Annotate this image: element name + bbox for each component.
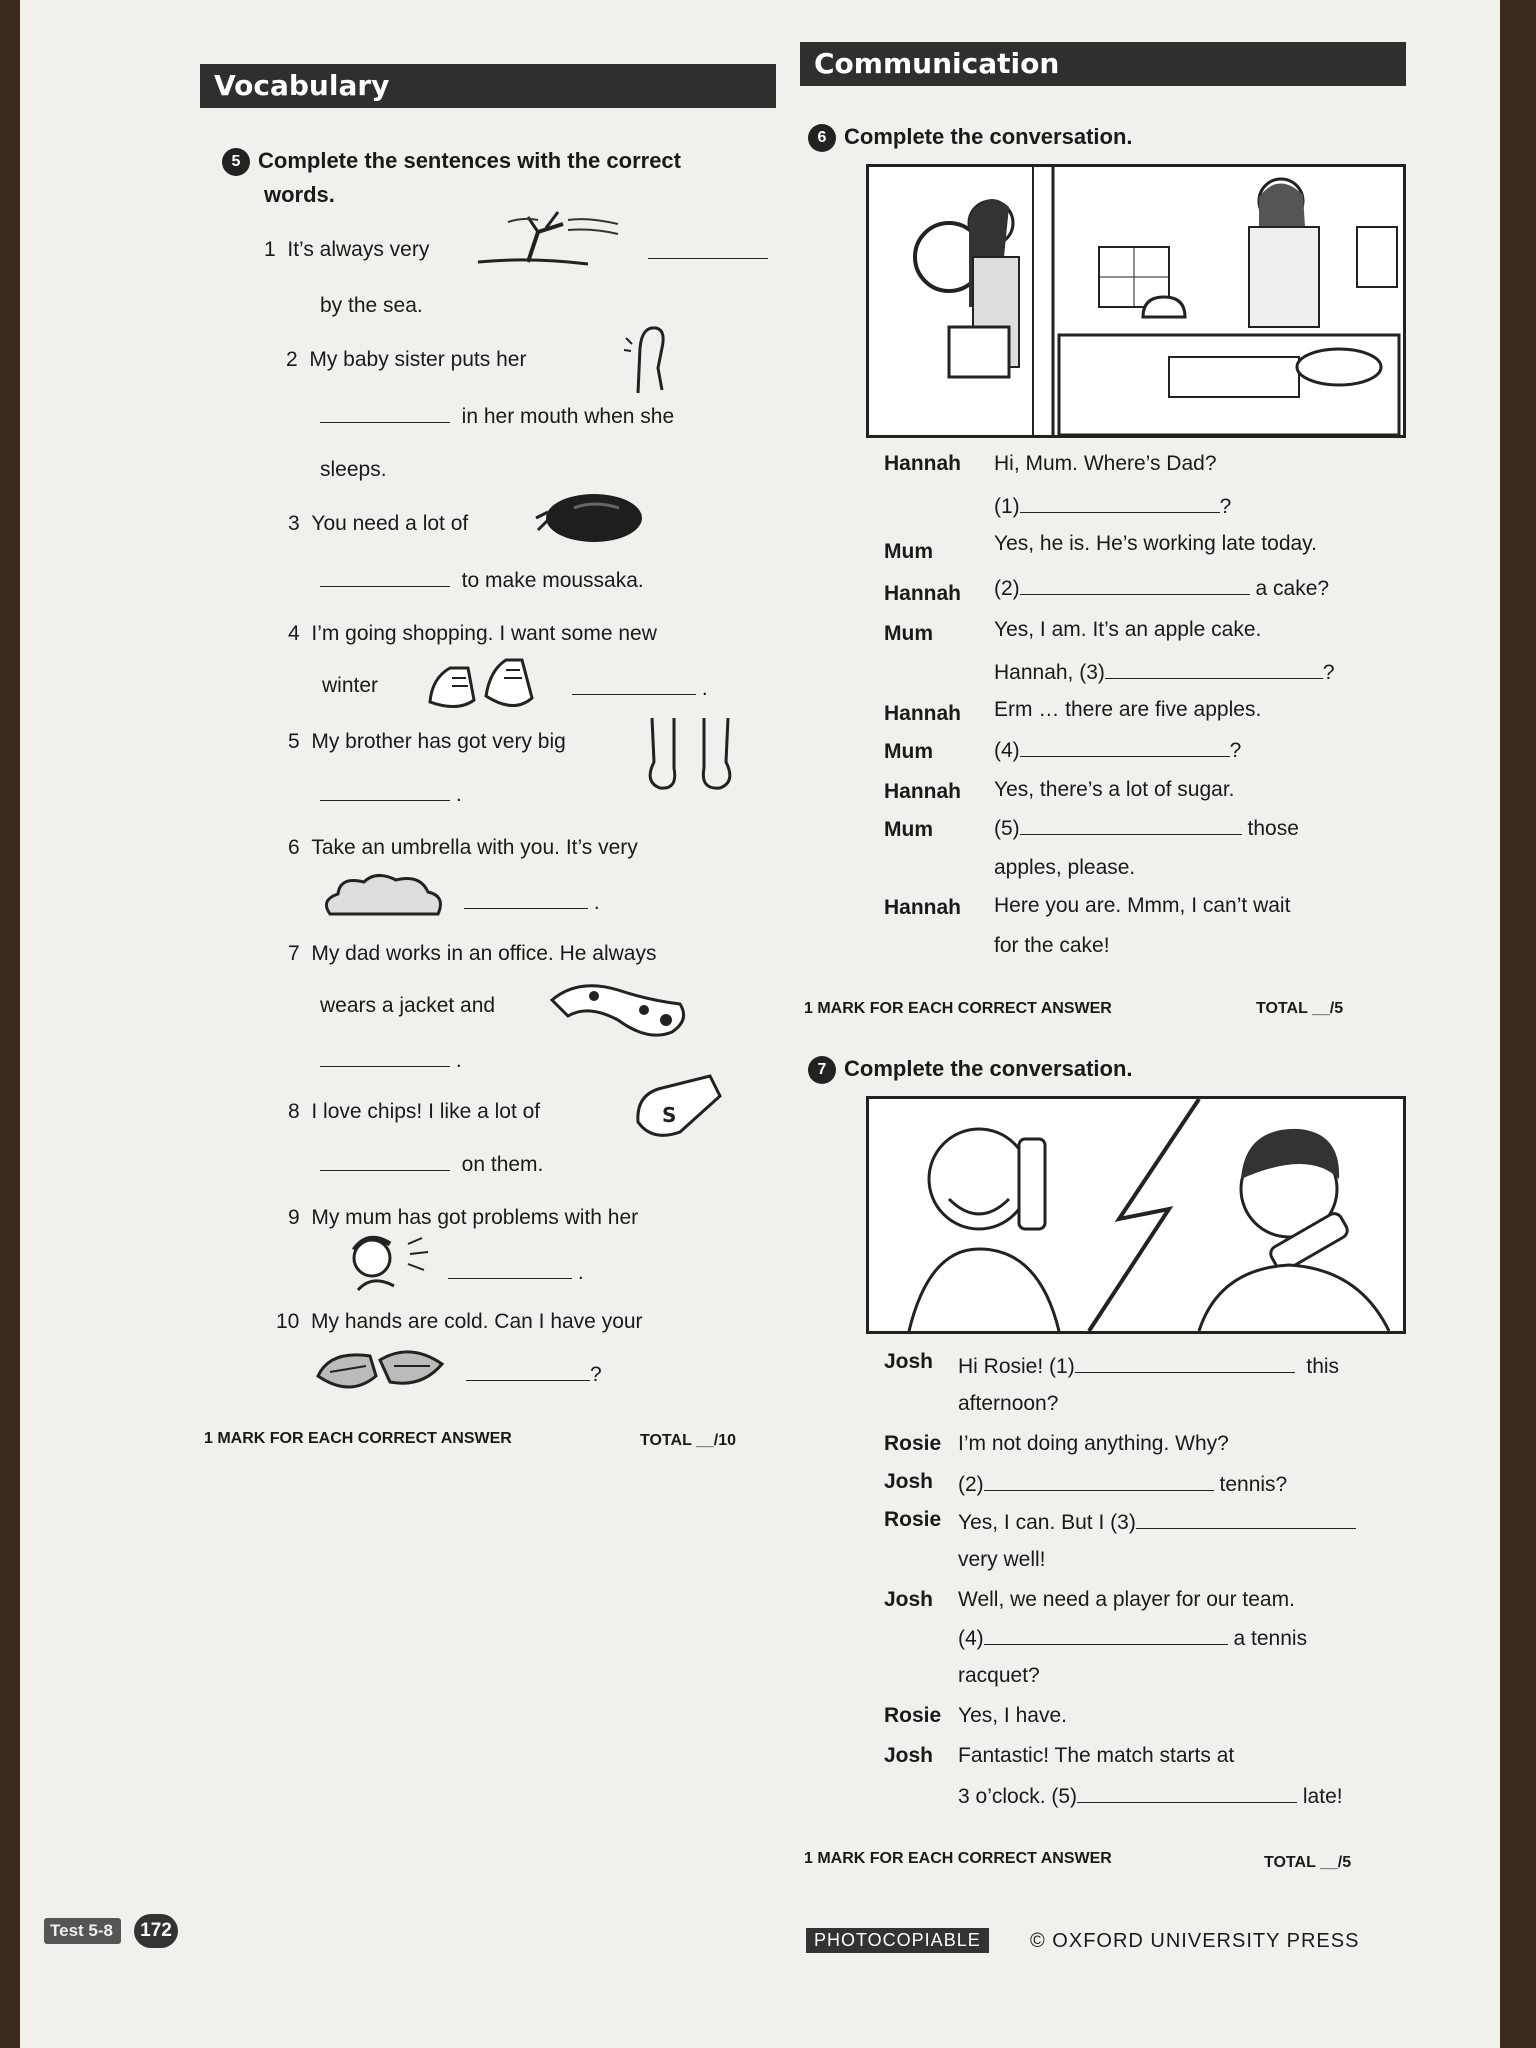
vocab-item-10-blank[interactable]: ? bbox=[466, 1362, 602, 1387]
vocab-item-10: 10 My hands are cold. Can I have your bbox=[276, 1310, 643, 1333]
vocab-item-9: 9 My mum has got problems with her bbox=[288, 1206, 639, 1229]
ex6-line-4[interactable]: (2) a cake? bbox=[994, 577, 1330, 600]
ex6-line-12: Here you are. Mmm, I can’t wait bbox=[994, 894, 1291, 917]
vocab-item-2-cont: in her mouth when she bbox=[320, 404, 674, 429]
vocab-item-1: 1 It’s always very bbox=[264, 238, 430, 261]
vocabulary-header-text: Vocabulary bbox=[214, 69, 390, 102]
ex7-line-9: racquet? bbox=[958, 1664, 1040, 1687]
exercise-6-instruction: 6 Complete the conversation. bbox=[808, 124, 1133, 152]
vocab-item-2-end: sleeps. bbox=[320, 458, 387, 481]
ex7-line-12[interactable]: 3 o’clock. (5) late! bbox=[958, 1785, 1343, 1808]
ex6-speaker-9: Hannah bbox=[884, 780, 962, 803]
ex7-line-4[interactable]: (2) tennis? bbox=[958, 1473, 1288, 1496]
ex7-line-6: very well! bbox=[958, 1548, 1046, 1571]
vocab-item-2: 2 My baby sister puts her bbox=[286, 348, 527, 371]
ex7-mark-note: 1 MARK FOR EACH CORRECT ANSWER bbox=[804, 1850, 1112, 1867]
vocab-item-4: 4 I’m going shopping. I want some new bbox=[288, 622, 657, 645]
page-number-badge: 172 bbox=[134, 1914, 178, 1948]
ex6-speaker-4: Hannah bbox=[884, 582, 962, 605]
ex6-line-3: Yes, he is. He’s working late today. bbox=[994, 532, 1317, 555]
ex6-line-8[interactable]: (4) ? bbox=[994, 739, 1242, 762]
exercise-6-badge: 6 bbox=[808, 124, 836, 152]
worksheet-page bbox=[20, 0, 1500, 2048]
ex6-line-7: Erm … there are five apples. bbox=[994, 698, 1262, 721]
vocabulary-header bbox=[200, 64, 776, 108]
ex6-line-5: Yes, I am. It’s an apple cake. bbox=[994, 618, 1262, 641]
ex7-line-8[interactable]: (4) a tennis bbox=[958, 1627, 1308, 1650]
kitchen-illustration bbox=[866, 164, 1406, 438]
ex7-speaker-7: Josh bbox=[884, 1588, 934, 1611]
ex6-speaker-8: Mum bbox=[884, 740, 933, 763]
ex6-speaker-12: Hannah bbox=[884, 896, 962, 919]
ex6-total: TOTAL __/5 bbox=[1256, 1000, 1344, 1017]
vocab-item-1-blank[interactable] bbox=[648, 240, 768, 265]
vocab-item-4-cont: winter bbox=[322, 674, 379, 697]
sneezing-woman-icon bbox=[338, 1230, 436, 1294]
ex6-speaker-5: Mum bbox=[884, 622, 933, 645]
exercise-5-instruction: 5 Complete the sentences with the correct bbox=[222, 148, 681, 176]
thumb-icon bbox=[618, 318, 682, 398]
ex7-speaker-11: Josh bbox=[884, 1744, 934, 1767]
vocab-item-3: 3 You need a lot of bbox=[288, 512, 469, 535]
aubergine-icon bbox=[534, 478, 646, 552]
ex6-line-9: Yes, there’s a lot of sugar. bbox=[994, 778, 1235, 801]
cloud-icon bbox=[320, 870, 450, 926]
vocab-item-8: 8 I love chips! I like a lot of bbox=[288, 1100, 541, 1123]
communication-header bbox=[800, 42, 1406, 86]
vocab-item-1-cont: by the sea. bbox=[320, 294, 423, 317]
ex7-speaker-3: Rosie bbox=[884, 1432, 942, 1455]
ex6-line-2[interactable]: (1) ? bbox=[994, 495, 1232, 518]
exercise-7-instruction: 7 Complete the conversation. bbox=[808, 1056, 1133, 1084]
salt-shaker-icon bbox=[632, 1070, 728, 1144]
ex7-line-2: afternoon? bbox=[958, 1392, 1059, 1415]
vocab-item-4-blank[interactable]: . bbox=[572, 676, 708, 701]
gloves-icon bbox=[310, 1336, 450, 1410]
ex7-line-3: I’m not doing anything. Why? bbox=[958, 1432, 1229, 1455]
ex7-line-7: Well, we need a player for our team. bbox=[958, 1588, 1295, 1611]
windy-tree-icon bbox=[468, 202, 628, 276]
boots-icon bbox=[424, 648, 544, 724]
ex7-speaker-5: Rosie bbox=[884, 1508, 942, 1531]
copyright-text: © OXFORD UNIVERSITY PRESS bbox=[1030, 1930, 1360, 1952]
exercise-5-badge: 5 bbox=[222, 148, 250, 176]
vocab-item-6-blank[interactable]: . bbox=[464, 890, 600, 915]
svg-text:S: S bbox=[662, 1103, 677, 1127]
exercise-5-instruction-cont: words. bbox=[264, 182, 335, 207]
ex6-line-11: apples, please. bbox=[994, 856, 1136, 879]
ex6-speaker-7: Hannah bbox=[884, 702, 962, 725]
ex7-speaker-10: Rosie bbox=[884, 1704, 942, 1727]
tie-icon bbox=[548, 970, 694, 1052]
ex7-speaker-4: Josh bbox=[884, 1470, 934, 1493]
ex7-speaker-1: Josh bbox=[884, 1350, 934, 1373]
vocab-item-8-cont: on them. bbox=[320, 1152, 543, 1177]
ex7-line-10: Yes, I have. bbox=[958, 1704, 1067, 1727]
photocopiable-badge: PHOTOCOPIABLE bbox=[806, 1928, 989, 1953]
feet-icon bbox=[634, 712, 746, 794]
vocab-item-3-cont: to make moussaka. bbox=[320, 568, 644, 593]
ex6-line-10[interactable]: (5) those bbox=[994, 817, 1299, 840]
vocab-item-7-blank[interactable]: . bbox=[320, 1048, 462, 1073]
ex6-line-6[interactable]: Hannah, (3) ? bbox=[994, 661, 1335, 684]
ex7-line-5[interactable]: Yes, I can. But I (3) bbox=[958, 1510, 1356, 1535]
vocab-item-5: 5 My brother has got very big bbox=[288, 730, 566, 753]
vocab-item-7-cont: wears a jacket and bbox=[320, 994, 496, 1017]
vocab-item-9-blank[interactable]: . bbox=[448, 1260, 584, 1285]
phone-call-illustration bbox=[866, 1096, 1406, 1334]
vocab-item-5-cont: . bbox=[320, 782, 462, 807]
vocab-item-7: 7 My dad works in an office. He always bbox=[288, 942, 657, 965]
ex6-mark-note: 1 MARK FOR EACH CORRECT ANSWER bbox=[804, 1000, 1112, 1017]
vocab-item-6: 6 Take an umbrella with you. It’s very bbox=[288, 836, 638, 859]
exercise-7-badge: 7 bbox=[808, 1056, 836, 1084]
ex6-line-1: Hi, Mum. Where’s Dad? bbox=[994, 452, 1217, 475]
test-label: Test 5-8 bbox=[44, 1918, 121, 1944]
ex6-speaker-10: Mum bbox=[884, 818, 933, 841]
ex7-line-11: Fantastic! The match starts at bbox=[958, 1744, 1235, 1767]
ex7-total: TOTAL __/5 bbox=[1264, 1854, 1352, 1871]
ex7-line-1[interactable]: Hi Rosie! (1) this bbox=[958, 1355, 1340, 1378]
ex6-speaker-3: Mum bbox=[884, 540, 933, 563]
vocab-mark-note: 1 MARK FOR EACH CORRECT ANSWER bbox=[204, 1430, 512, 1447]
ex6-speaker-1: Hannah bbox=[884, 452, 962, 475]
ex6-line-13: for the cake! bbox=[994, 934, 1110, 957]
vocab-total: TOTAL __/10 bbox=[640, 1432, 737, 1449]
communication-header-text: Communication bbox=[814, 47, 1060, 80]
